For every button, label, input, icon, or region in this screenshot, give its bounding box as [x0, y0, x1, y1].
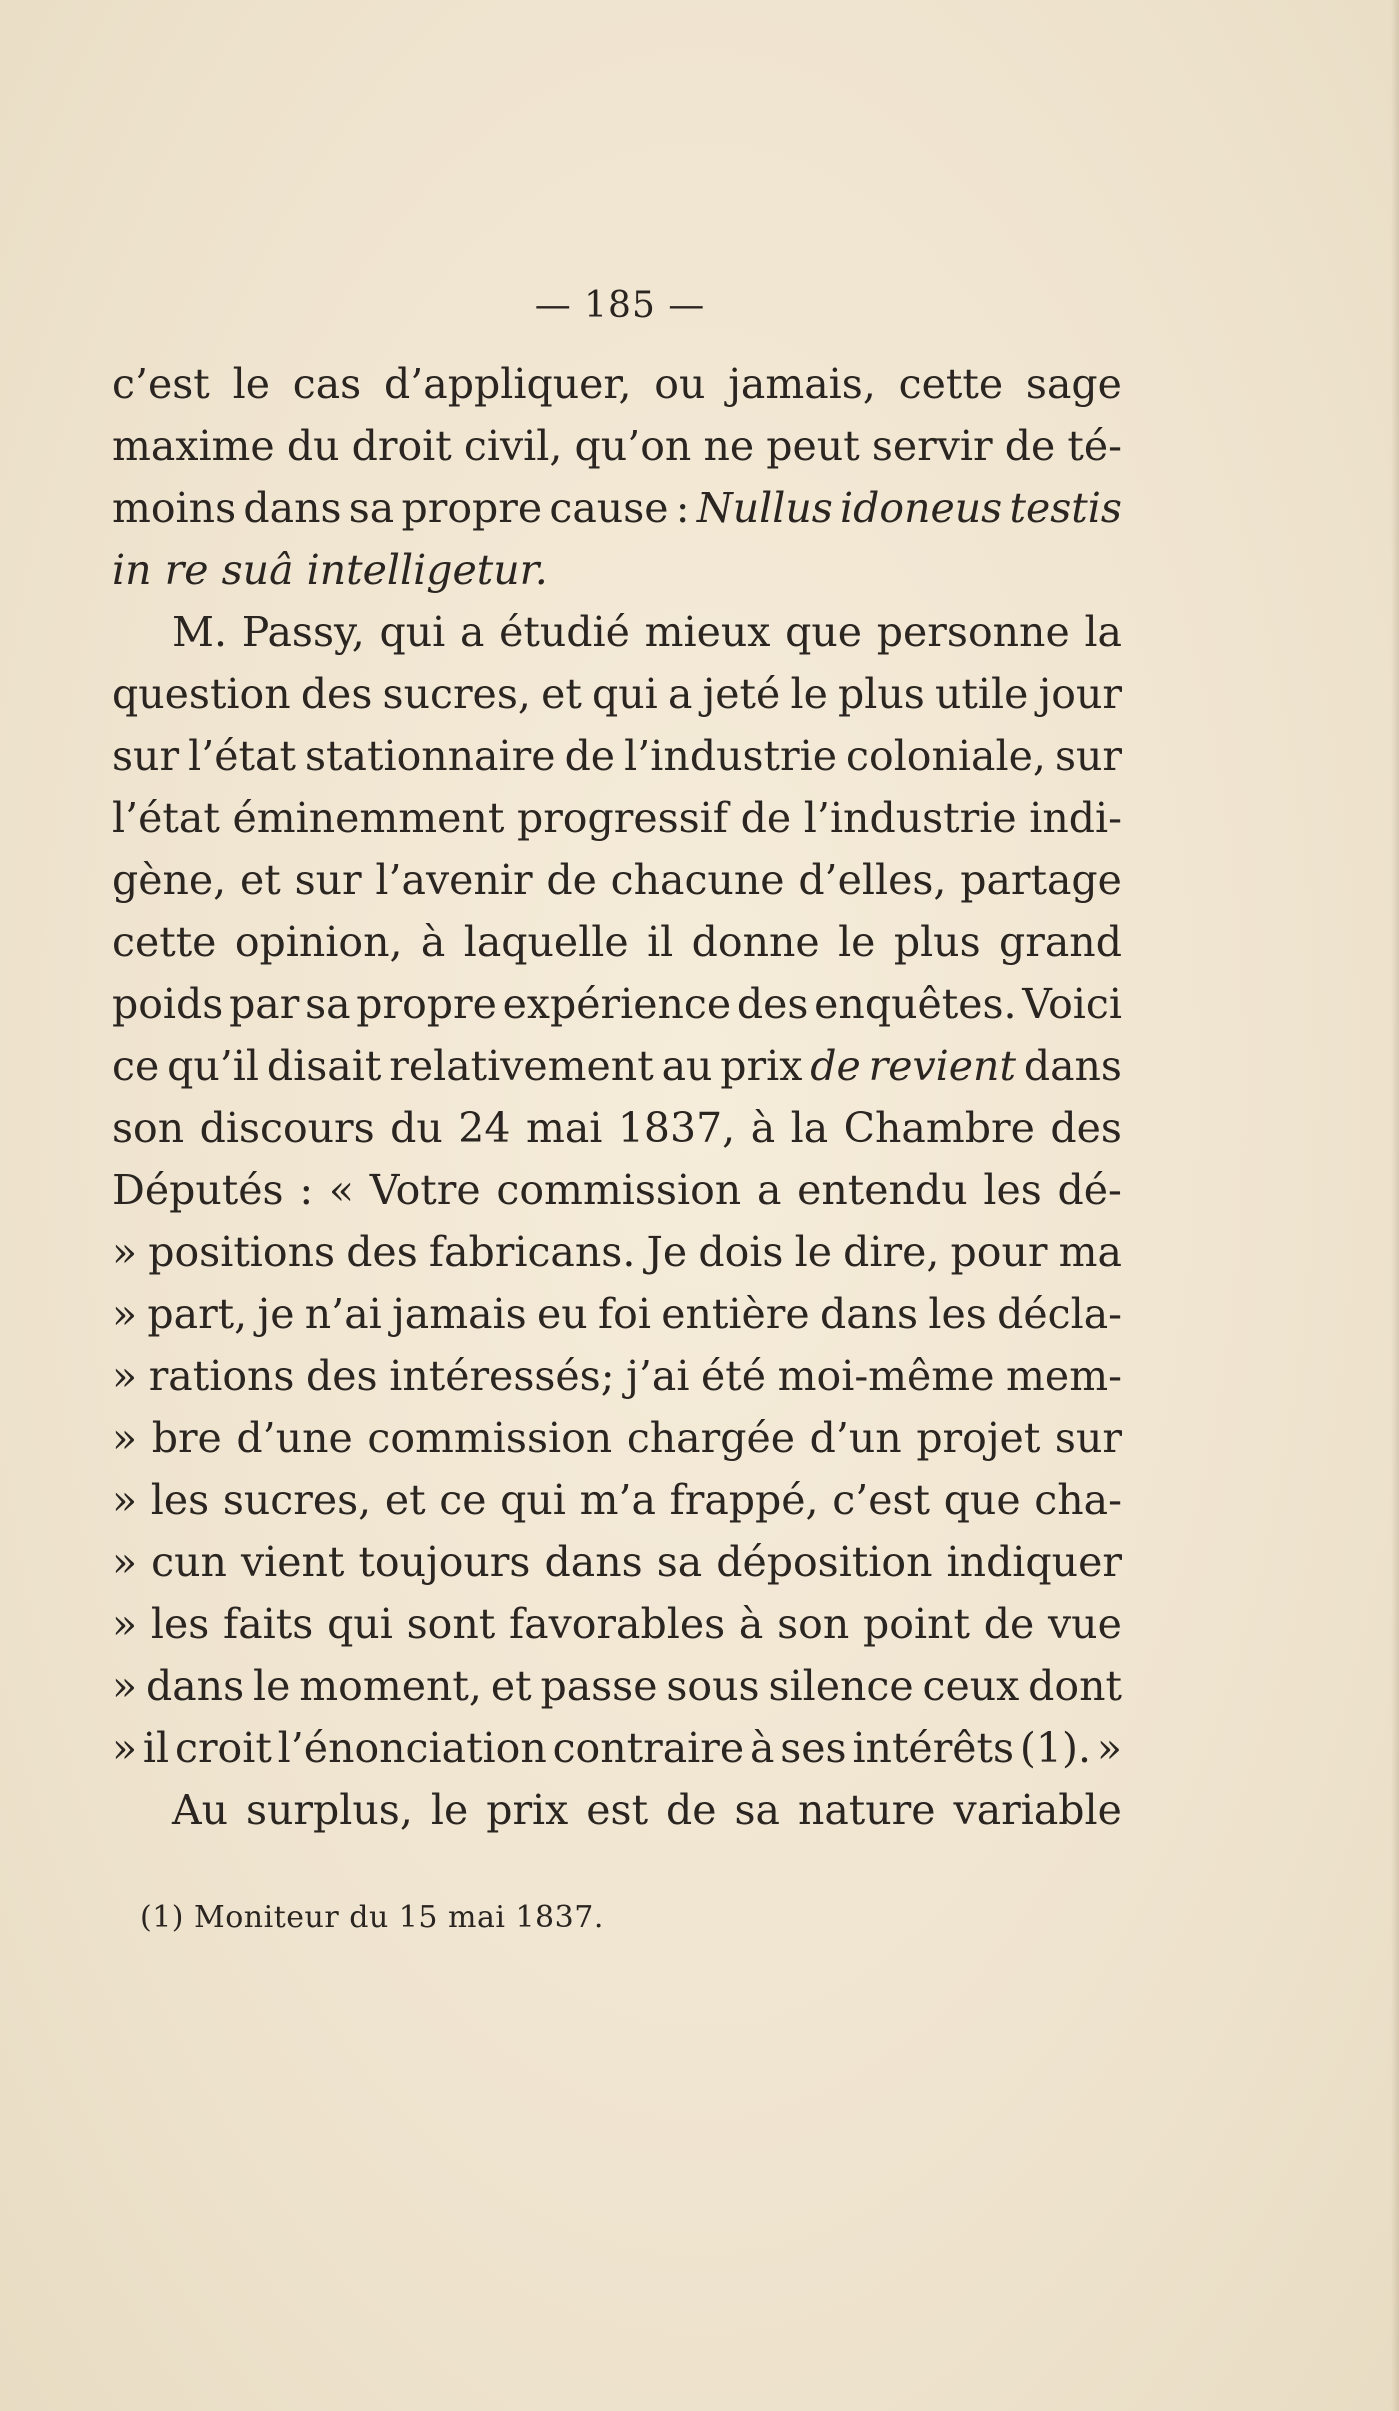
word: cha-: [1034, 1476, 1122, 1524]
word: maxime: [112, 422, 275, 470]
word: que: [785, 608, 863, 656]
word: et: [240, 856, 281, 904]
word: M.: [172, 608, 228, 656]
word: il: [647, 918, 674, 966]
word: le: [430, 1786, 469, 1834]
word: idoneus: [840, 484, 1003, 532]
text-line: [112, 1352, 1122, 1414]
word: des: [346, 1228, 418, 1276]
word: faits: [223, 1600, 314, 1648]
word: entendu: [797, 1166, 968, 1214]
footnote: (1) Moniteur du 15 mai 1837.: [140, 1900, 604, 1935]
word: »: [112, 1538, 138, 1586]
word: »: [112, 1662, 138, 1710]
text-line: [112, 1662, 1122, 1724]
word: à: [420, 918, 446, 966]
word: donne: [691, 918, 820, 966]
word: dois: [698, 1228, 784, 1276]
text-line: [112, 360, 1122, 422]
word: utile: [935, 670, 1029, 718]
word: 24: [458, 1104, 511, 1152]
word: ceux: [922, 1662, 1020, 1710]
word: Députés: [112, 1166, 284, 1214]
word: »: [112, 1290, 138, 1338]
word: de: [1004, 422, 1056, 470]
word: surplus,: [245, 1786, 413, 1834]
word: fabricans.: [428, 1228, 636, 1276]
word: sage: [1025, 360, 1122, 408]
word: sont: [406, 1600, 496, 1648]
text-line: [112, 1414, 1122, 1476]
word: jamais,: [728, 360, 876, 408]
text-line: [112, 1104, 1122, 1166]
word: qui: [592, 670, 658, 718]
word: disait: [266, 1042, 382, 1090]
word: que: [943, 1476, 1021, 1524]
word: étudié: [499, 608, 630, 656]
word: sa: [305, 980, 351, 1028]
word: discours: [199, 1104, 375, 1152]
word: sur: [1054, 732, 1122, 780]
word: silence: [768, 1662, 914, 1710]
word: eu: [537, 1290, 588, 1338]
word: m’a: [579, 1476, 656, 1524]
word: à: [738, 1600, 764, 1648]
word: re: [164, 546, 209, 594]
word: qu’on: [574, 422, 692, 470]
word: il: [142, 1724, 170, 1772]
word: moins: [112, 484, 237, 532]
word: intérêts: [852, 1724, 1015, 1772]
word: a: [756, 1166, 782, 1214]
word: de: [983, 1600, 1035, 1648]
word: civil,: [463, 422, 563, 470]
word: Je: [646, 1228, 688, 1276]
word: et: [384, 1476, 426, 1524]
word: sur: [112, 732, 180, 780]
word: stationnaire: [305, 732, 556, 780]
word: des: [300, 670, 373, 718]
word: mai: [525, 1104, 603, 1152]
text-line: [112, 856, 1122, 918]
word: sucres,: [382, 670, 531, 718]
word: été: [701, 1352, 767, 1400]
text-line: [112, 484, 1122, 546]
word: positions: [148, 1228, 336, 1276]
word: a: [667, 670, 693, 718]
word: »: [112, 1414, 138, 1462]
word: dont: [1028, 1662, 1122, 1710]
word: vue: [1048, 1600, 1122, 1648]
word: point: [863, 1600, 970, 1648]
word: Votre: [369, 1166, 481, 1214]
word: d’une: [236, 1414, 353, 1462]
word: d’appliquer,: [384, 360, 632, 408]
word: enquêtes.: [814, 980, 1017, 1028]
word: laquelle: [463, 918, 629, 966]
word: n’ai: [304, 1290, 382, 1338]
word: Voici: [1022, 980, 1122, 1028]
word: frappé,: [669, 1476, 819, 1524]
word: :: [675, 484, 690, 532]
word: coloniale,: [846, 732, 1046, 780]
word: Nullus: [696, 484, 833, 532]
word: relativement: [389, 1042, 654, 1090]
word: progressif: [516, 794, 728, 842]
word: de: [546, 856, 597, 904]
word: les: [983, 1166, 1042, 1214]
word: le: [790, 670, 828, 718]
word: sous: [666, 1662, 760, 1710]
word: mieux: [644, 608, 771, 656]
word: le: [838, 918, 876, 966]
word: personne: [876, 608, 1070, 656]
word: entière: [661, 1290, 810, 1338]
word: (1).: [1019, 1724, 1092, 1772]
word: mem-: [1006, 1352, 1122, 1400]
text-line: [112, 1166, 1122, 1228]
word: à: [749, 1724, 775, 1772]
word: bre: [151, 1414, 222, 1462]
word: est: [586, 1786, 649, 1834]
word: plus: [893, 918, 981, 966]
word: dans: [243, 484, 342, 532]
text-line: [112, 980, 1122, 1042]
word: les: [150, 1600, 210, 1648]
text-line: [112, 670, 1122, 732]
word: commission: [496, 1166, 742, 1214]
word: et: [490, 1662, 532, 1710]
word: servir: [871, 422, 993, 470]
word: moi-même: [777, 1352, 995, 1400]
word: de: [666, 1786, 717, 1834]
word: j’ai: [626, 1352, 690, 1400]
word: in: [112, 546, 152, 594]
word: a: [459, 608, 485, 656]
word: «: [328, 1166, 354, 1214]
text-line: [112, 1786, 1122, 1848]
word: revient: [868, 1042, 1016, 1090]
word: chacune: [610, 856, 785, 904]
word: des: [306, 1352, 378, 1400]
word: :: [299, 1166, 314, 1214]
word: son: [112, 1104, 185, 1152]
word: cas: [292, 360, 362, 408]
word: les: [150, 1476, 210, 1524]
word: »: [112, 1476, 138, 1524]
word: au: [661, 1042, 713, 1090]
word: indi-: [1029, 794, 1122, 842]
text-line: [112, 1724, 1122, 1786]
word: l’industrie: [803, 794, 1017, 842]
word: prix: [720, 1042, 803, 1090]
word: »: [112, 1228, 138, 1276]
text-line: [112, 1600, 1122, 1662]
word: l’industrie: [624, 732, 837, 780]
word: sur: [294, 856, 362, 904]
word: déposition: [716, 1538, 933, 1586]
word: droit: [351, 422, 452, 470]
word: dans: [819, 1290, 919, 1338]
word: opinion,: [234, 918, 403, 966]
word: gène,: [112, 856, 227, 904]
word: son: [777, 1600, 850, 1648]
word: intelligetur.: [306, 546, 548, 594]
text-line: [112, 918, 1122, 980]
word: »: [112, 1724, 138, 1772]
word: des: [736, 980, 809, 1028]
word: cause: [549, 484, 669, 532]
word: dans: [1023, 1042, 1122, 1090]
word: cun: [151, 1538, 227, 1586]
word: suâ: [221, 546, 294, 594]
word: Au: [172, 1786, 229, 1834]
word: de: [564, 732, 616, 780]
word: partage: [960, 856, 1122, 904]
word: Chambre: [843, 1104, 1035, 1152]
word: intéressés;: [389, 1352, 615, 1400]
word: vient: [240, 1538, 345, 1586]
word: le: [794, 1228, 832, 1276]
word: »: [112, 1600, 138, 1648]
word: ce: [112, 1042, 160, 1090]
word: passe: [540, 1662, 658, 1710]
word: du: [286, 422, 340, 470]
page-number: — 185 —: [534, 285, 706, 326]
word: indiquer: [946, 1538, 1122, 1586]
word: par: [229, 980, 300, 1028]
word: c’est: [832, 1476, 931, 1524]
word: dire,: [843, 1228, 940, 1276]
word: propre: [356, 980, 497, 1028]
word: sucres,: [222, 1476, 372, 1524]
word: qu’il: [167, 1042, 260, 1090]
word: jour: [1038, 670, 1122, 718]
word: question: [112, 670, 291, 718]
word: poids: [112, 980, 224, 1028]
word: jeté: [702, 670, 781, 718]
word: l’avenir: [375, 856, 533, 904]
word: le: [253, 1662, 291, 1710]
word: expérience: [502, 980, 732, 1028]
word: chargée: [626, 1414, 795, 1462]
text-line: [112, 1476, 1122, 1538]
word: de: [740, 794, 792, 842]
word: foi: [597, 1290, 651, 1338]
text-line: [112, 1228, 1122, 1290]
word: d’un: [809, 1414, 902, 1462]
word: grand: [999, 918, 1122, 966]
word: ses: [780, 1724, 847, 1772]
word: qui: [327, 1600, 393, 1648]
text-line: [112, 1042, 1122, 1104]
word: moment,: [299, 1662, 482, 1710]
text-line: [112, 1290, 1122, 1352]
word: sa: [348, 484, 395, 532]
page-edge-shadow: [1391, 0, 1399, 2411]
word: le: [232, 360, 270, 408]
word: l’état: [112, 794, 220, 842]
word: favorables: [508, 1600, 726, 1648]
word: variable: [953, 1786, 1122, 1834]
text-line: [112, 546, 1122, 608]
word: »: [112, 1352, 138, 1400]
word: sa: [734, 1786, 780, 1834]
word: la: [1084, 608, 1122, 656]
word: testis: [1009, 484, 1122, 532]
word: dans: [145, 1662, 245, 1710]
word: commission: [367, 1414, 613, 1462]
word: ou: [654, 360, 706, 408]
word: plus: [838, 670, 925, 718]
text-line: [112, 732, 1122, 794]
word: décla-: [997, 1290, 1122, 1338]
word: qui: [379, 608, 446, 656]
word: des: [1050, 1104, 1122, 1152]
word: propre: [401, 484, 543, 532]
word: prix: [486, 1786, 569, 1834]
word: té-: [1067, 422, 1122, 470]
text-line: [112, 1538, 1122, 1600]
word: pour: [950, 1228, 1048, 1276]
word: de: [810, 1042, 861, 1090]
word: dé-: [1057, 1166, 1122, 1214]
word: rations: [148, 1352, 295, 1400]
word: ce: [439, 1476, 487, 1524]
word: l’état: [188, 732, 296, 780]
word: qui: [500, 1476, 566, 1524]
text-line: [112, 794, 1122, 856]
body-text: [112, 360, 1122, 1848]
text-line: [112, 422, 1122, 484]
word: peut: [766, 422, 860, 470]
word: d’elles,: [798, 856, 947, 904]
word: du: [390, 1104, 443, 1152]
word: c’est: [112, 360, 210, 408]
word: ma: [1058, 1228, 1122, 1276]
word: dans: [544, 1538, 643, 1586]
word: jamais: [392, 1290, 527, 1338]
word: Passy,: [241, 608, 365, 656]
word: éminemment: [232, 794, 505, 842]
word: nature: [797, 1786, 936, 1834]
word: les: [928, 1290, 987, 1338]
word: »: [1096, 1724, 1122, 1772]
word: l’énonciation: [277, 1724, 547, 1772]
word: cette: [898, 360, 1004, 408]
word: part,: [147, 1290, 248, 1338]
word: cette: [112, 918, 217, 966]
word: ne: [703, 422, 755, 470]
word: contraire: [552, 1724, 745, 1772]
text-line: [112, 608, 1122, 670]
word: sa: [656, 1538, 703, 1586]
word: et: [541, 670, 582, 718]
word: projet: [916, 1414, 1041, 1462]
word: toujours: [358, 1538, 531, 1586]
word: la: [790, 1104, 829, 1152]
word: 1837,: [617, 1104, 736, 1152]
word: je: [257, 1290, 295, 1338]
word: à: [750, 1104, 776, 1152]
word: sur: [1054, 1414, 1122, 1462]
word: croit: [174, 1724, 272, 1772]
